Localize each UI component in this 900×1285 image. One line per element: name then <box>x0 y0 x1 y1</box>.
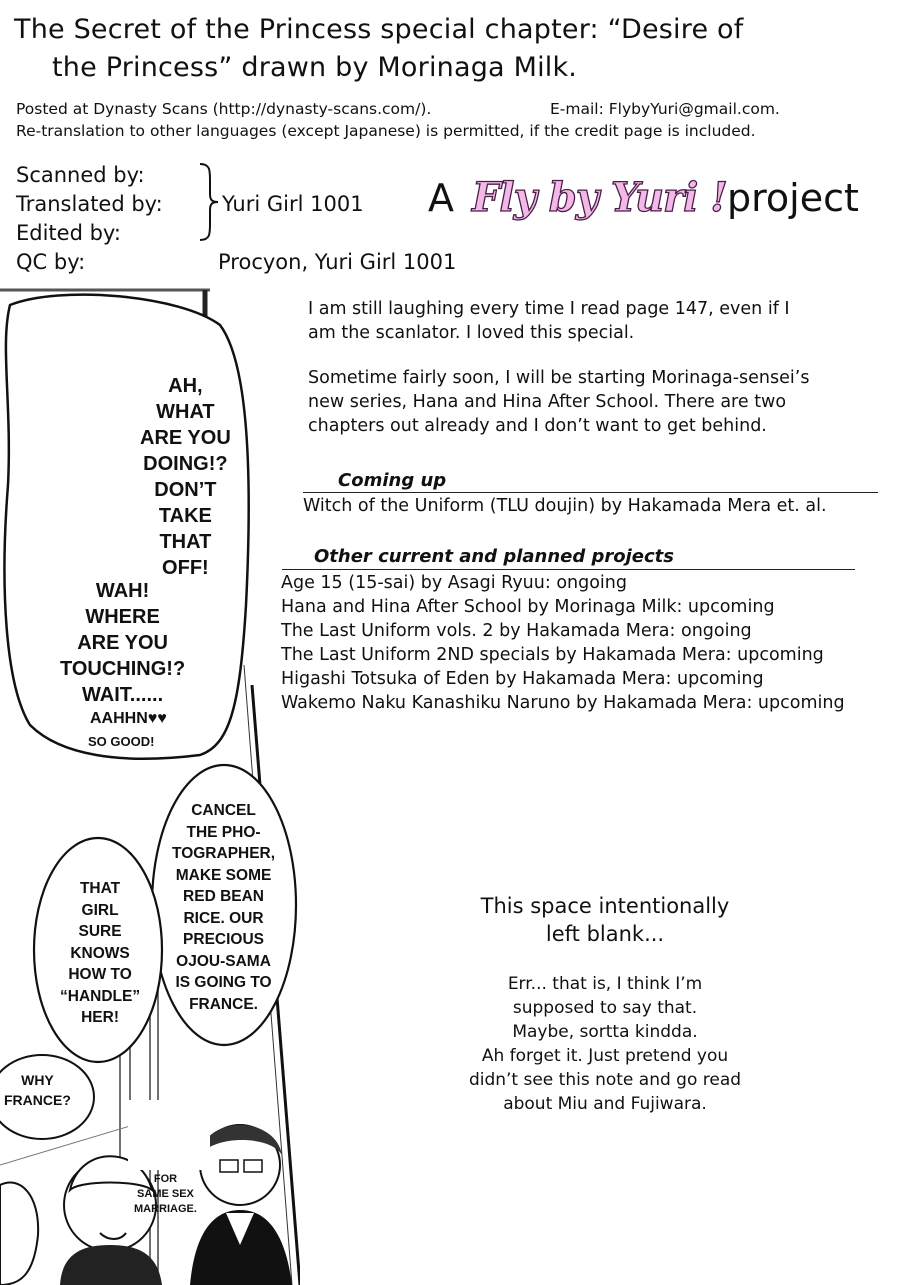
coming-up-heading: Coming up <box>338 470 447 491</box>
note-para1-line2: am the scanlator. I loved this special. <box>308 323 635 343</box>
coming-up-item: Witch of the Uniform (TLU doujin) by Hakamada Mera et. al. <box>303 496 827 516</box>
projects-rule <box>282 569 855 570</box>
bubble-that-girl: THAT GIRL SURE KNOWS HOW TO “HANDLE” HER! <box>60 880 141 1026</box>
page-title-line-1: The Secret of the Princess special chapter: “Desire of <box>14 14 744 45</box>
scanned-by-label: Scanned by: <box>16 163 145 187</box>
credits-brace-icon <box>196 162 220 242</box>
edited-by-label: Edited by: <box>16 221 121 245</box>
project-item: The Last Uniform 2ND specials by Hakamada Mera: upcoming <box>281 645 824 665</box>
note-para2-line3: chapters out already and I don’t want to get behind. <box>308 416 767 436</box>
bubble-wah-where: WAH! WHERE ARE YOU TOUCHING!? WAIT...... <box>60 580 186 706</box>
blank-space-body: Err... that is, I think I’m supposed to say that. Maybe, sortta kindda. Ah forget it. Just pretend you didn’t see this note and go read about Miu and Fujiwara. <box>468 974 742 1114</box>
brand-suffix: project <box>727 176 859 220</box>
page-title-line-2: the Princess” drawn by Morinaga Milk. <box>52 52 578 83</box>
brand-logo: Fly by Yuri ! <box>472 174 727 221</box>
translated-by-label: Translated by: <box>16 192 163 216</box>
note-para2-line2: new series, Hana and Hina After School. There are two <box>308 392 787 412</box>
bubble-cancel-photographer: CANCEL THE PHO- TOGRAPHER, MAKE SOME RED BEAN RICE. OUR PRECIOUS OJOU-SAMA IS GOING TO FRANCE. <box>172 802 276 1013</box>
permission-text: Re-translation to other languages (except Japanese) is permitted, if the credit page is included. <box>16 122 756 140</box>
brand-prefix: A <box>428 176 454 220</box>
caption-same-sex-marriage: FOR SAME SEX MARRIAGE. <box>134 1173 197 1215</box>
scan-team-name: Yuri Girl 1001 <box>222 192 364 216</box>
project-item: Hana and Hina After School by Morinaga Milk: upcoming <box>281 597 775 617</box>
email-text: E-mail: FlybyYuri@gmail.com. <box>550 100 780 118</box>
note-para2-line1: Sometime fairly soon, I will be starting Morinaga-sensei’s <box>308 368 810 388</box>
bubble-moan: AAHHN♥♥ <box>90 710 167 727</box>
note-para1-line1: I am still laughing every time I read page 147, even if I <box>308 299 790 319</box>
qc-by-label: QC by: <box>16 250 86 274</box>
blank-space-title: This space intentionally left blank... <box>480 894 730 946</box>
qc-team-name: Procyon, Yuri Girl 1001 <box>218 250 457 274</box>
project-item: Age 15 (15-sai) by Asagi Ryuu: ongoing <box>281 573 627 593</box>
projects-heading: Other current and planned projects <box>314 546 674 567</box>
bubble-ah-what-are-you-doing: AH, WHAT ARE YOU DOING!? DON’T TAKE THAT OFF! <box>140 375 231 579</box>
project-item: Higashi Totsuka of Eden by Hakamada Mera: upcoming <box>281 669 764 689</box>
bubble-so-good: SO GOOD! <box>88 734 155 749</box>
bubble-why-france: WHY FRANCE? <box>4 1072 71 1108</box>
project-item: Wakemo Naku Kanashiku Naruno by Hakamada Mera: upcoming <box>281 693 845 713</box>
coming-up-rule <box>303 492 878 493</box>
posted-at-text: Posted at Dynasty Scans (http://dynasty-scans.com/). <box>16 100 432 118</box>
project-item: The Last Uniform vols. 2 by Hakamada Mera: ongoing <box>281 621 752 641</box>
